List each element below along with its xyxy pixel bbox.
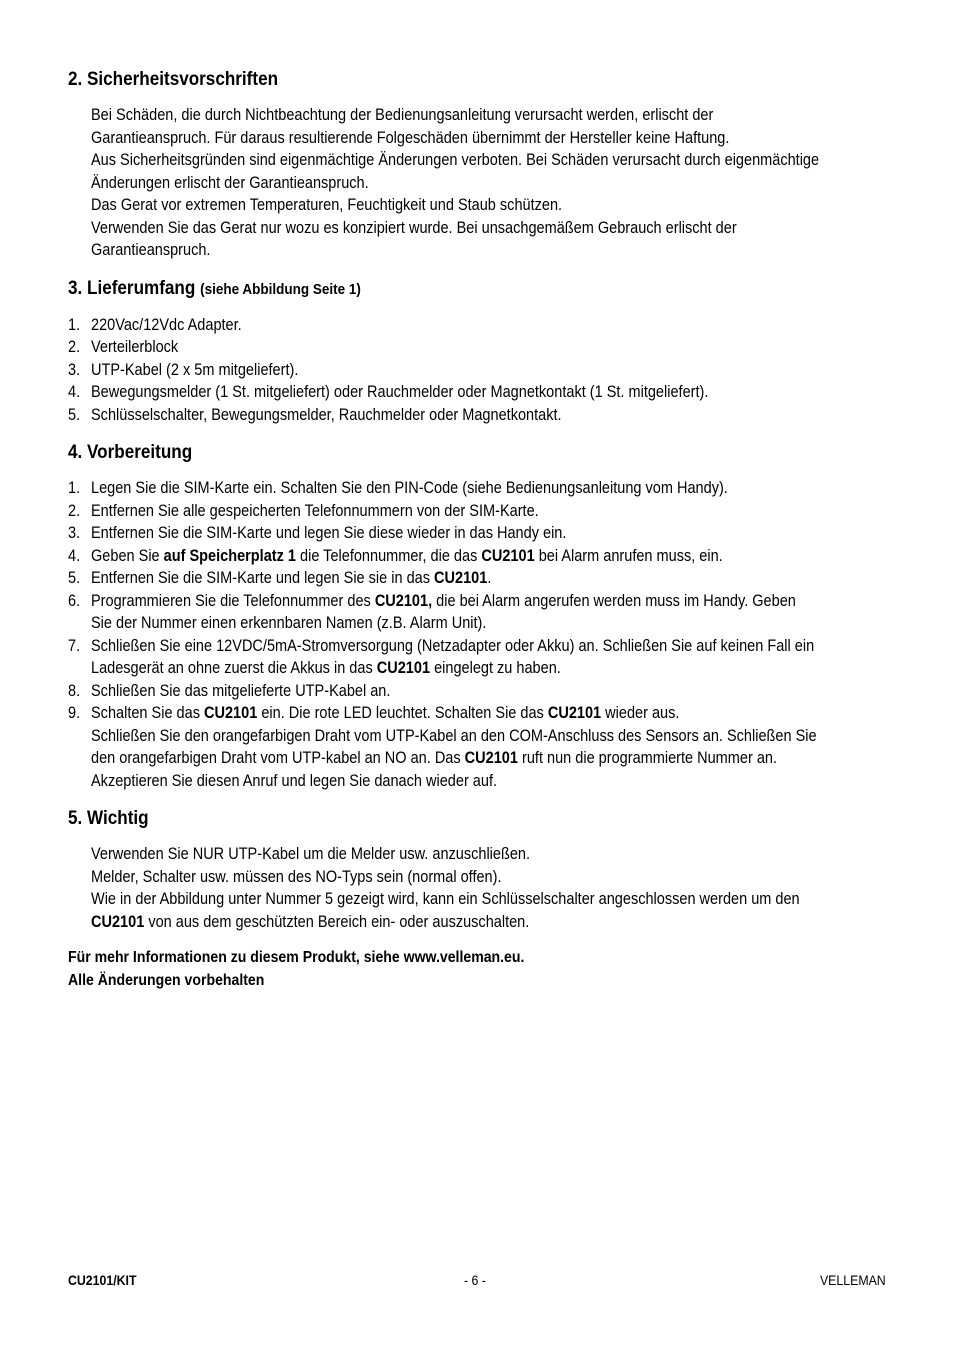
text-run: . [487, 569, 492, 587]
text-run: die Telefonnummer, die das [295, 546, 482, 565]
product-code: CU2101 [547, 704, 602, 722]
section-heading [68, 275, 808, 304]
list-number: 3. [68, 360, 81, 379]
page-content [68, 66, 890, 992]
list-item [68, 381, 890, 404]
text-run: wieder aus. [601, 704, 680, 722]
list-number: 8. [68, 681, 81, 700]
list-number: 2. [68, 501, 81, 520]
list-text: Legen Sie die SIM-Karte ein. Schalten Sie den PIN-Code (siehe Bedienungsanleitung vom Handy). [91, 479, 728, 497]
list-item [68, 477, 890, 500]
list-number: 5. [68, 405, 81, 424]
text-line: Verwenden Sie NUR UTP-Kabel um die Melder usw. anzuschließen. [91, 845, 531, 863]
list-number: 5. [68, 569, 81, 587]
list-item [68, 680, 890, 703]
important-paragraph [68, 843, 890, 933]
list-text: 220Vac/12Vdc Adapter. [91, 315, 242, 334]
text-run: Programmieren Sie die Telefonnummer des [91, 591, 375, 610]
section-safety [68, 66, 890, 262]
product-code: CU2101 [204, 704, 258, 722]
list-text: Schließen Sie eine 12VDC/5mA-Stromversorgung (Netzadapter oder Akku) an. Schließen Sie auf keinen Fall ein [91, 636, 815, 655]
list-text [91, 702, 794, 725]
text-line: Verwenden Sie das Gerat nur wozu es konzipiert wurde. Bei unsachgemäßem Gebrauch erlischt der [91, 218, 737, 237]
list-number: 9. [68, 704, 81, 722]
page-footer [68, 1272, 886, 1292]
list-item [68, 702, 890, 792]
list-text [91, 545, 794, 568]
list-text: Entfernen Sie alle gespeicherten Telefonnummern von der SIM-Karte. [91, 501, 539, 520]
text-line: Aus Sicherheitsgründen sind eigenmächtige Änderungen verboten. Bei Schäden verursacht durch eigenmächtige [91, 151, 820, 169]
list-number: 4. [68, 383, 81, 401]
section-contents [68, 275, 890, 427]
text-line: Wie in der Abbildung unter Nummer 5 gezeigt wird, kann ein Schlüsselschalter angeschlossen werden um den [91, 890, 800, 908]
list-text-continued: Sie der Nummer einen erkennbaren Namen (z.B. Alarm Unit). [91, 614, 487, 632]
list-item [68, 336, 890, 359]
text-run: bei Alarm anrufen muss, ein. [534, 546, 723, 565]
list-text-continued: Schließen Sie den orangefarbigen Draht vom UTP-Kabel an den COM-Anschluss des Sensors an. Schließen Sie [91, 726, 817, 745]
closing-note [68, 947, 890, 992]
list-item [68, 590, 890, 635]
product-code: CU2101, [374, 591, 433, 610]
list-text-continued [91, 747, 794, 770]
list-text [91, 567, 794, 590]
section-heading: 5. Wichtig [68, 808, 149, 829]
list-item [68, 545, 890, 568]
footer-brand: VELLEMAN [820, 1272, 886, 1288]
list-item [68, 359, 890, 382]
product-code: CU2101 [434, 569, 488, 587]
list-text: Verteilerblock [91, 338, 179, 356]
list-item [68, 500, 890, 523]
footer-model: CU2101/KIT [68, 1272, 137, 1288]
text-line: Garantieanspruch. Für daraus resultierende Folgeschäden übernimmt der Hersteller keine Haftung. [91, 128, 730, 147]
text-run: eingelegt zu haben. [430, 659, 561, 677]
text-run: Schalten Sie das [91, 704, 205, 722]
product-code: CU2101 [376, 659, 431, 677]
text-run: Entfernen Sie die SIM-Karte und legen Sie sie in das [91, 569, 435, 587]
list-text: Schlüsselschalter, Bewegungsmelder, Rauchmelder oder Magnetkontakt. [91, 405, 562, 424]
list-number: 1. [68, 315, 81, 334]
list-text: Bewegungsmelder (1 St. mitgeliefert) oder Rauchmelder oder Magnetkontakt (1 St. mitgeliefert). [91, 383, 709, 401]
product-code: CU2101 [464, 749, 518, 767]
list-text: Schließen Sie das mitgelieferte UTP-Kabel an. [91, 681, 391, 700]
bold-text: auf Speicherplatz 1 [163, 546, 296, 565]
list-text: Entfernen Sie die SIM-Karte und legen Sie diese wieder in das Handy ein. [91, 524, 567, 542]
text-run: ruft nun die programmierte Nummer an. [517, 749, 778, 767]
heading-text: 3. Lieferumfang [68, 277, 196, 299]
list-number: 3. [68, 524, 81, 542]
preparation-list [68, 477, 890, 792]
text-line [91, 911, 794, 934]
list-text-continued [91, 657, 794, 680]
list-number: 4. [68, 546, 81, 565]
list-item [68, 404, 890, 427]
safety-paragraph [68, 104, 890, 262]
list-item [68, 522, 890, 545]
text-line: Das Gerat vor extremen Temperaturen, Feuchtigkeit und Staub schützen. [91, 196, 563, 214]
product-code: CU2101 [481, 546, 535, 565]
text-run: Geben Sie [91, 546, 164, 565]
text-run: Ladesgerät an ohne zuerst die Akkus in das [91, 659, 377, 677]
text-line: Bei Schäden, die durch Nichtbeachtung der Bedienungsanleitung verursacht werden, erlischt der [91, 106, 714, 124]
section-heading: 4. Vorbereitung [68, 442, 193, 463]
changes-reserved-text: Alle Änderungen vorbehalten [68, 971, 265, 989]
section-important [68, 805, 890, 933]
list-number: 7. [68, 636, 81, 655]
list-item [68, 635, 890, 680]
page-number: - 6 - [464, 1272, 486, 1288]
list-number: 6. [68, 591, 81, 610]
heading-subtitle: (siehe Abbildung Seite 1) [200, 280, 361, 298]
section-heading: 2. Sicherheitsvorschriften [68, 69, 279, 90]
text-run: ein. Die rote LED leuchtet. Schalten Sie das [257, 704, 548, 722]
list-number: 1. [68, 479, 81, 497]
list-number: 2. [68, 338, 81, 356]
text-run: von aus dem geschützten Bereich ein- oder auszuschalten. [144, 912, 530, 931]
text-run: die bei Alarm angerufen werden muss im Handy. Geben [432, 591, 796, 610]
list-item [68, 567, 890, 590]
contents-list [68, 314, 890, 427]
text-line: Melder, Schalter usw. müssen des NO-Typs sein (normal offen). [91, 867, 502, 886]
list-item [68, 314, 890, 337]
list-text-continued: Akzeptieren Sie diesen Anruf und legen Sie danach wieder auf. [91, 771, 498, 790]
more-info-text: Für mehr Informationen zu diesem Produkt, siehe www.velleman.eu. [68, 949, 525, 966]
list-text [91, 590, 794, 613]
text-run: den orangefarbigen Draht vom UTP-kabel an NO an. Das [91, 749, 465, 767]
text-line: Änderungen erlischt der Garantieanspruch. [91, 173, 369, 192]
list-text: UTP-Kabel (2 x 5m mitgeliefert). [91, 360, 299, 379]
product-code: CU2101 [91, 912, 145, 931]
text-line: Garantieanspruch. [91, 241, 211, 259]
section-preparation [68, 439, 890, 792]
